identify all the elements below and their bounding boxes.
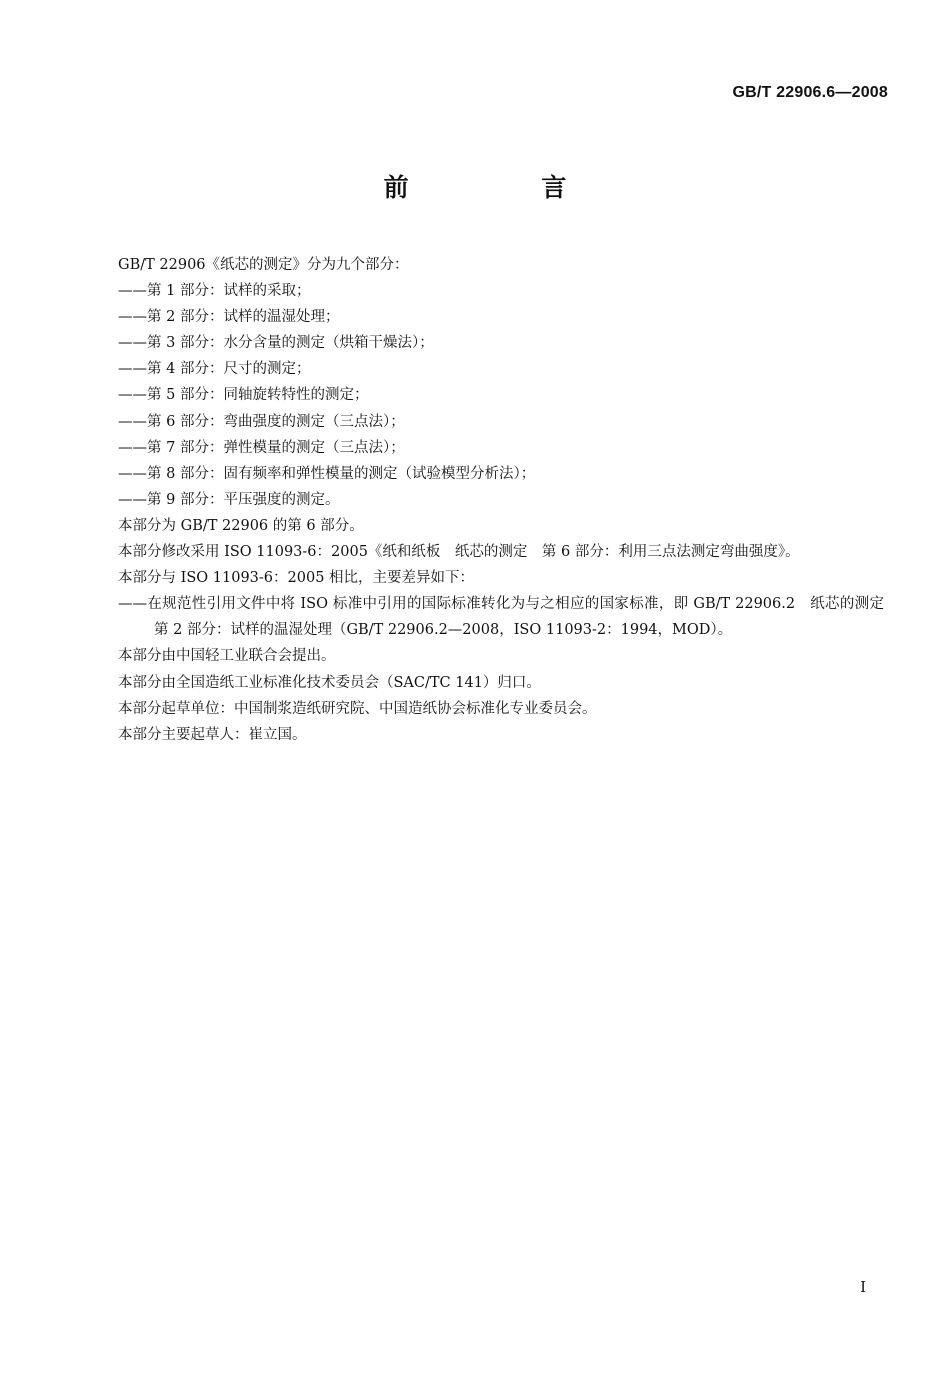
drafting-units-paragraph: 本部分起草单位：中国制浆造纸研究院、中国造纸协会标准化专业委员会。 [118,700,597,717]
part-item-1: ——第 1 部分：试样的采取； [118,283,311,300]
part-item-8: ——第 8 部分：固有频率和弹性模量的测定（试验模型分析法）； [118,465,536,482]
adoption-paragraph: 本部分修改采用 ISO 11093-6：2005《纸和纸板 纸芯的测定 第 6 部分：利用三点法测定弯曲强度》。 [118,544,800,561]
proposed-by-paragraph: 本部分由中国轻工业联合会提出。 [118,648,336,665]
part-item-3: ——第 3 部分：水分含量的测定（烘箱干燥法）； [118,335,434,352]
intro-paragraph: GB/T 22906《纸芯的测定》分为九个部分： [118,257,409,273]
part-item-4: ——第 4 部分：尺寸的测定； [118,361,311,378]
differences-intro-paragraph: 本部分与 ISO 11093-6：2005 相比，主要差异如下： [118,570,475,587]
foreword-body [82,252,899,748]
main-drafters-paragraph: 本部分主要起草人：崔立国。 [118,726,307,743]
part-item-7: ——第 7 部分：弹性模量的测定（三点法）； [118,439,405,456]
page-title: 前 言 [383,173,629,202]
page-number: I [860,1278,866,1296]
difference-item-1: ——在规范性引用文件中将 ISO 标准中引用的国际标准转化为与之相应的国家标准，即 GB/T 22906.2 纸芯的测定 第 2 部分：试样的温湿处理（GB/T 22906.2—2008，ISO 11093-2：1994，MOD）。 [118,596,899,639]
part-item-2: ——第 2 部分：试样的温湿处理； [118,309,340,326]
standard-code: GB/T 22906.6—2008 [732,84,888,101]
part-item-9: ——第 9 部分：平压强度的测定。 [118,491,340,508]
centralized-by-paragraph: 本部分由全国造纸工业标准化技术委员会（SAC/TC 141）归口。 [118,674,541,691]
part-item-5: ——第 5 部分：同轴旋转特性的测定； [118,387,369,404]
this-part-paragraph: 本部分为 GB/T 22906 的第 6 部分。 [118,517,364,534]
part-item-6: ——第 6 部分：弯曲强度的测定（三点法）； [118,413,405,430]
